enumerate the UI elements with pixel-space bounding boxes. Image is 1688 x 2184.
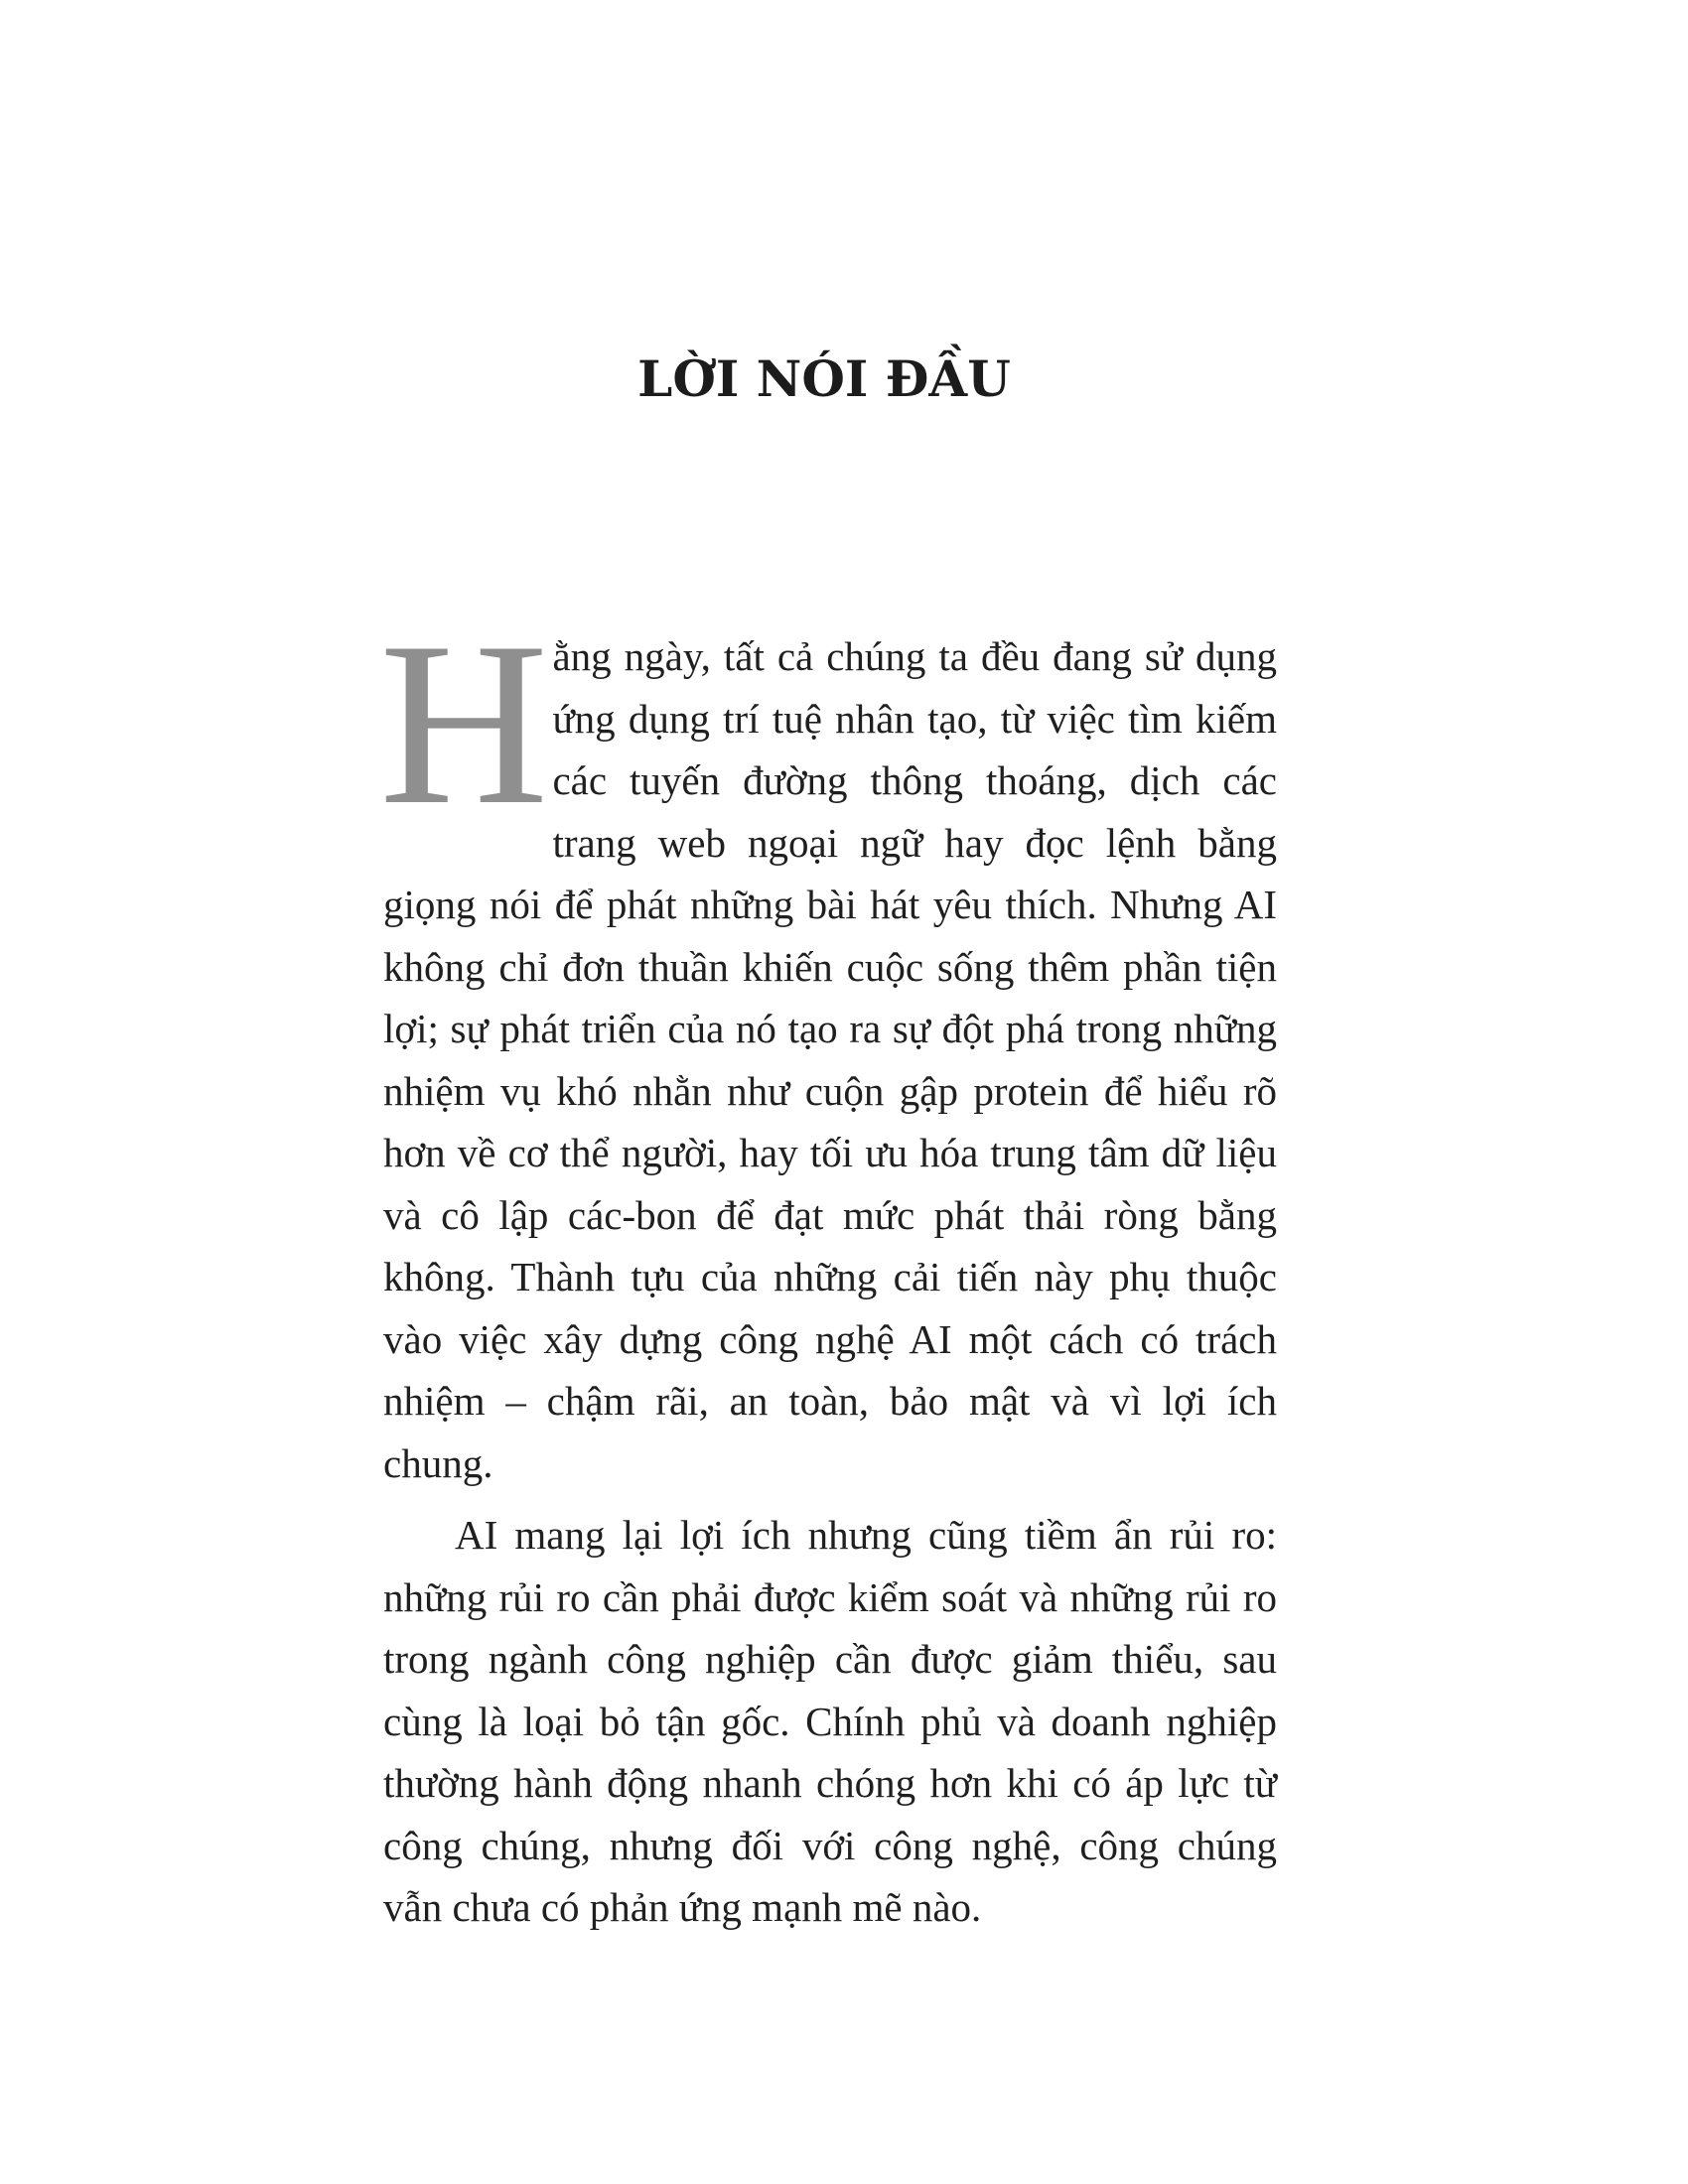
paragraph-first-text: ằng ngày, tất cả chúng ta đều đang sử dụng ứng dụng trí tuệ nhân tạo, từ việc tìm kiếm các tuyến đường thông thoáng, dịch các trang web ngoại ngữ hay đọc lệnh bằng giọng nói để phát những bài hát yêu thích. Nhưng AI không chỉ đơn thuần khiến cuộc sống thêm phần tiện lợi; sự phát triển của nó tạo ra sự đột phá trong những nhiệm vụ khó nhằn như cuộn gập protein để hiểu rõ hơn về cơ thể người, hay tối ưu hóa trung tâm dữ liệu và cô lập các-bon để đạt mức phát thải ròng bằng không. Thành tựu của những cải tiến này phụ thuộc vào việc xây dựng công nghệ AI một cách có trách nhiệm – chậm rãi, an toàn, bảo mật và vì lợi ích chung.	[383, 633, 1277, 1486]
paragraph-first	[379, 595, 1277, 1494]
drop-cap: H	[379, 595, 549, 854]
chapter-title: LỜI NÓI ĐẦU	[637, 349, 1011, 408]
body-text	[379, 595, 1277, 1939]
paragraph-second: AI mang lại lợi ích nhưng cũng tiềm ẩn rủi ro: những rủi ro cần phải được kiểm soát và những rủi ro trong ngành công nghiệp cần được giảm thiểu, sau cùng là loại bỏ tận gốc. Chính phủ và doanh nghiệp thường hành động nhanh chóng hơn khi có áp lực từ công chúng, nhưng đối với công nghệ, công chúng vẫn chưa có phản ứng mạnh mẽ nào.	[383, 1512, 1277, 1930]
